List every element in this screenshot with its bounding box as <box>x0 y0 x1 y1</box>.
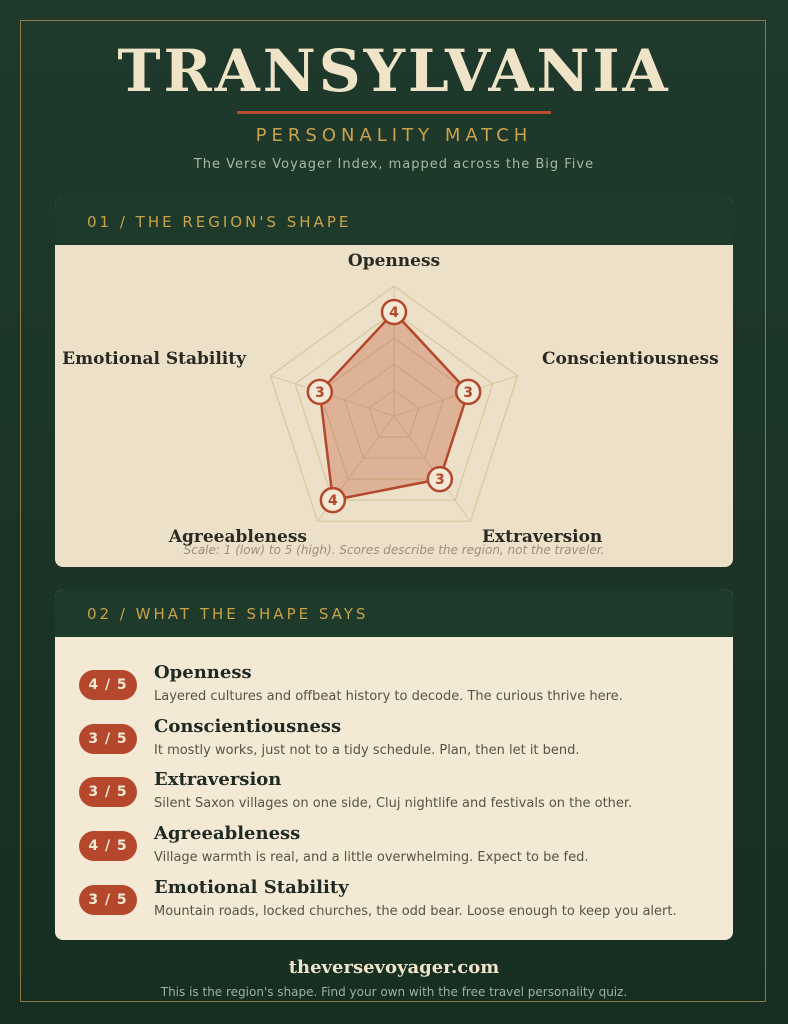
footer-note: This is the region's shape. Find your own with the free travel personality quiz. <box>160 985 628 999</box>
trait-row <box>55 814 733 868</box>
traits-card-heading: 02 / WHAT THE SHAPE SAYS <box>55 589 733 637</box>
traits-card <box>55 589 733 940</box>
trait-score-badge: 4 / 5 <box>79 831 137 861</box>
radar-card <box>55 197 733 567</box>
radar-point-label: 3 <box>434 472 445 489</box>
trait-row <box>55 760 733 814</box>
radar-point-label: 4 <box>327 493 338 510</box>
trait-name: Openness <box>154 662 252 683</box>
page-title: TRANSYLVANIA <box>117 37 671 105</box>
page-subtitle: PERSONALITY MATCH <box>255 125 533 146</box>
trait-name: Agreeableness <box>154 823 301 844</box>
trait-row <box>55 868 733 922</box>
trait-score-badge: 3 / 5 <box>79 885 137 915</box>
trait-score-badge: 3 / 5 <box>79 724 137 754</box>
trait-row <box>55 707 733 761</box>
radar-axis-label: Emotional Stability <box>62 349 246 369</box>
trait-score-badge: 4 / 5 <box>79 670 137 700</box>
page-tagline: The Verse Voyager Index, mapped across the Big Five <box>193 157 595 172</box>
radar-axis-label: Agreeableness <box>168 527 307 547</box>
trait-description: It mostly works, just not to a tidy schedule. Plan, then let it bend. <box>154 743 580 758</box>
trait-name: Emotional Stability <box>154 877 349 898</box>
trait-score-badge: 3 / 5 <box>79 777 137 807</box>
radar-point-label: 4 <box>389 305 399 321</box>
radar-axis-label: Conscientiousness <box>542 349 719 369</box>
radar-axis-label: Openness <box>347 251 441 271</box>
trait-name: Conscientiousness <box>154 716 342 737</box>
trait-description: Silent Saxon villages on one side, Cluj nightlife and festivals on the other. <box>154 796 633 811</box>
radar-scale-note: Scale: 1 (low) to 5 (high). Scores describe the region, not the traveler. <box>183 543 605 557</box>
trait-row <box>55 653 733 707</box>
title-divider <box>237 111 551 114</box>
radar-card-heading: 01 / THE REGION'S SHAPE <box>55 197 733 245</box>
radar-axis-label: Extraversion <box>482 527 603 547</box>
footer-site-link[interactable]: theversevoyager.com <box>288 957 500 978</box>
trait-description: Layered cultures and offbeat history to decode. The curious thrive here. <box>154 689 623 704</box>
trait-description: Mountain roads, locked churches, the odd bear. Loose enough to keep you alert. <box>154 904 677 919</box>
trait-description: Village warmth is real, and a little overwhelming. Expect to be fed. <box>154 850 589 865</box>
trait-name: Extraversion <box>154 769 282 790</box>
radar-point-label: 3 <box>463 384 474 401</box>
radar-point-label: 3 <box>314 384 325 401</box>
radar-chart <box>55 245 733 567</box>
